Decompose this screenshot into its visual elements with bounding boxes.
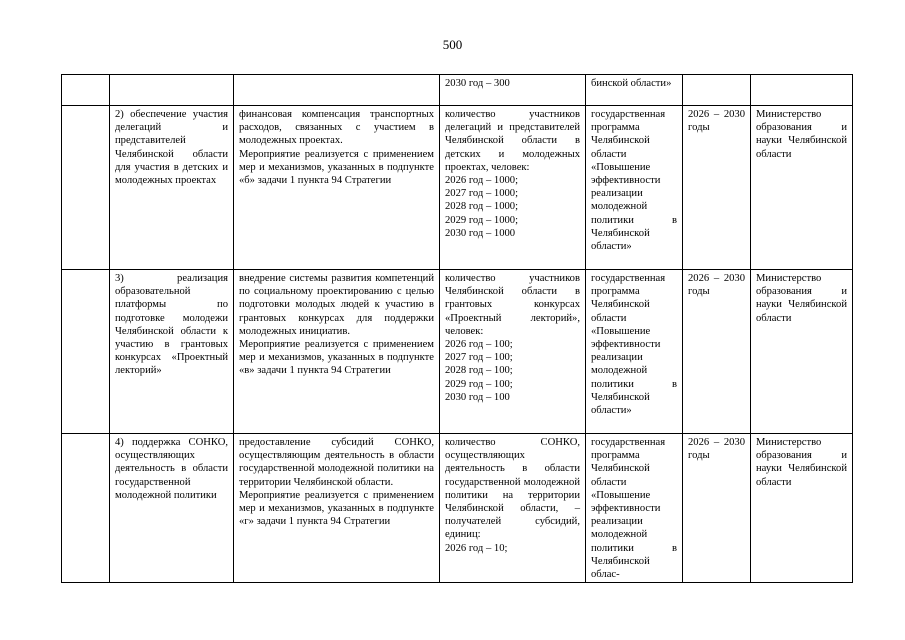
cell-name: 4) поддержка СОНКО, осуществляющих деятельность в области государственной молодежной политики (110, 434, 234, 583)
cell-description: финансовая компенсация транспортных расходов, связанных с участием в молодежных проектах. Мероприятие реализуется с применением мер и механизмов, указанных в подпункте «б» задачи 1 пункта 94 Стратегии (234, 106, 440, 270)
cell-program: государственная программа Челябинской области «Повышение эффективности реализации молодежной политики в Челябинской облас- (586, 434, 683, 583)
cell-indicator: количество участников Челябинской области в грантовых конкурсах «Проектный лекторий», человек: 2026 год – 100; 2027 год – 100; 2028 год – 100; 2029 год – 100; 2030 год – 100 (440, 270, 586, 434)
table-row (62, 434, 853, 583)
cell-period: 2026 – 2030 годы (683, 434, 751, 583)
cell-name: 2) обеспечение участия делегаций и представителей Челябинской области для участия в детских и молодежных проектах (110, 106, 234, 270)
table-row (62, 75, 853, 106)
cell-num (62, 434, 110, 583)
cell-num (62, 106, 110, 270)
cell-period (683, 75, 751, 106)
measures-table (61, 74, 853, 583)
cell-indicator: 2030 год – 300 (440, 75, 586, 106)
cell-period: 2026 – 2030 годы (683, 106, 751, 270)
table-row (62, 106, 853, 270)
cell-executor: Министерство образования и науки Челябинской области (751, 106, 853, 270)
cell-program: бинской области» (586, 75, 683, 106)
cell-executor: Министерство образования и науки Челябинской области (751, 270, 853, 434)
cell-num (62, 75, 110, 106)
cell-name (110, 75, 234, 106)
cell-name: 3) реализация образовательной платформы по подготовке молодежи Челябинской области к участию в грантовых конкурсах «Проектный лекторий» (110, 270, 234, 434)
cell-program: государственная программа Челябинской области «Повышение эффективности реализации молодежной политики в Челябинской области» (586, 106, 683, 270)
cell-description: внедрение системы развития компетенций по социальному проектированию с целью подготовки молодых людей к участию в грантовых конкурсах для поддержки молодежных инициатив. Мероприятие реализуется с применением мер и механизмов, указанных в подпункте «в» задачи 1 пункта 94 Стратегии (234, 270, 440, 434)
page-number: 500 (442, 37, 463, 52)
cell-description (234, 75, 440, 106)
cell-indicator: количество участников делегаций и представителей Челябинской области в детских и молодежных проектах, человек: 2026 год – 1000; 2027 год – 1000; 2028 год – 1000; 2029 год – 1000; 2030 год – 1000 (440, 106, 586, 270)
cell-executor: Министерство образования и науки Челябинской области (751, 434, 853, 583)
cell-indicator: количество СОНКО, осуществляющих деятельность в области государственной молодежной политики на территории Челябинской области, – получателей субсидий, единиц: 2026 год – 10; (440, 434, 586, 583)
cell-period: 2026 – 2030 годы (683, 270, 751, 434)
table-row (62, 270, 853, 434)
cell-num (62, 270, 110, 434)
cell-executor (751, 75, 853, 106)
cell-description: предоставление субсидий СОНКО, осуществляющим деятельность в области государственной молодежной политики на территории Челябинской области. Мероприятие реализуется с применением мер и механизмов, указанных в подпункте «г» задачи 1 пункта 94 Стратегии (234, 434, 440, 583)
cell-program: государственная программа Челябинской области «Повышение эффективности реализации молодежной политики в Челябинской области» (586, 270, 683, 434)
